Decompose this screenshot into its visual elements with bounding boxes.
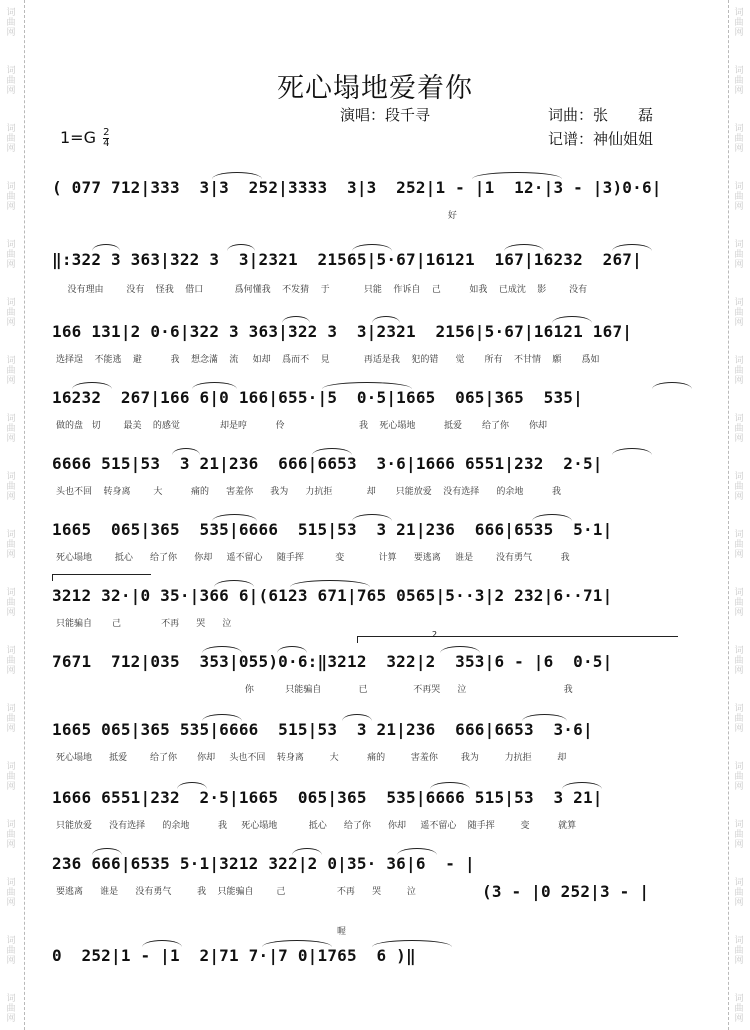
slur bbox=[92, 244, 120, 251]
key-text: 1=G bbox=[60, 128, 96, 147]
notation-line: 1666 6551|232 2·5|1665 065|365 535|6666 515|53 3 21| bbox=[52, 788, 603, 807]
slur bbox=[262, 940, 332, 947]
slur bbox=[372, 316, 400, 323]
notation-line: 0 252|1 - |1 2|71 7·|7 0|1765 6 )‖ bbox=[52, 946, 416, 965]
slur bbox=[562, 782, 602, 789]
slur bbox=[292, 848, 322, 855]
lyric-tail: 喔 bbox=[337, 927, 347, 937]
slur bbox=[372, 940, 452, 947]
notation-line: 1665 065|365 535|6666 515|53 3 21|236 666|6653 3·6| bbox=[52, 720, 593, 739]
watermark-text: 词 曲 网 bbox=[6, 8, 16, 38]
watermark-text: 词 曲 网 bbox=[734, 414, 744, 444]
watermark-text: 词 曲 网 bbox=[734, 356, 744, 386]
lyric-line: 死心塌地 抵心 给了你 你却 遥不留心 随手挥 变 计算 要逃离 谁是 没有勇气 我 bbox=[56, 553, 570, 563]
watermark-text: 词 曲 网 bbox=[734, 472, 744, 502]
watermark-text: 词 曲 网 bbox=[6, 240, 16, 270]
watermark-text: 词 曲 网 bbox=[6, 356, 16, 386]
slur bbox=[652, 382, 692, 389]
transcriber-credit: 记谱：神仙姐姐 bbox=[548, 130, 654, 148]
slur bbox=[172, 448, 200, 455]
lyric-line: 选择逞 不能逃 避 我 想念滿 流 如却 爲而不 見 再适是我 犯的错 觉 所有 不甘情 願 爲如 bbox=[56, 355, 600, 365]
notation-tail: (3 - |0 252|3 - | bbox=[482, 882, 650, 901]
notation-line: 6666 515|53 3 21|236 666|6653 3·6|1666 6551|232 2·5| bbox=[52, 454, 603, 473]
time-signature-bottom: 4 bbox=[103, 138, 110, 149]
slur bbox=[612, 244, 652, 251]
score-row-2 bbox=[52, 250, 692, 295]
watermark-text: 词 曲 网 bbox=[6, 588, 16, 618]
watermark-text: 词 曲 网 bbox=[734, 936, 744, 966]
score-row-6 bbox=[52, 520, 692, 563]
score-row-12 bbox=[52, 946, 692, 965]
score-row-1 bbox=[52, 178, 692, 221]
watermark-text: 词 曲 网 bbox=[6, 472, 16, 502]
slur bbox=[552, 316, 592, 323]
slur bbox=[192, 382, 237, 389]
lyric-line: 头也不回 转身离 大 痛的 害羞你 我为 力抗拒 却 只能放爱 没有选择 的余地 我 bbox=[56, 487, 562, 497]
singer-credit: 演唱：段千寻 bbox=[340, 106, 431, 124]
notation-line: 7671 712|035 353|055)0·6:‖3212 322|2 353|6 - |6 0·5| bbox=[52, 652, 613, 671]
lyric-line: 只能放爱 没有选择 的余地 我 死心塌地 抵心 给了你 你却 遥不留心 随手挥 变 就算 bbox=[56, 821, 577, 831]
watermark-text: 词 曲 网 bbox=[734, 66, 744, 96]
score-row-9 bbox=[52, 720, 692, 763]
slur bbox=[522, 714, 567, 721]
slur bbox=[504, 244, 544, 251]
watermark-text: 词 曲 网 bbox=[734, 298, 744, 328]
slur bbox=[290, 580, 370, 587]
slur bbox=[277, 646, 307, 653]
lyric-line: 你 只能骗自 已 不再哭 泣 我 bbox=[56, 685, 573, 695]
slur bbox=[177, 782, 207, 789]
slur bbox=[212, 514, 257, 521]
slur bbox=[212, 172, 262, 179]
slur bbox=[202, 714, 242, 721]
watermark-text: 词 曲 网 bbox=[6, 182, 16, 212]
lyric-line: 没有理由 没有 怪我 借口 爲何懂我 不发猜 于 只能 作诉自 己 如我 已成沈 影 没有 bbox=[56, 285, 588, 295]
watermark-text: 词 曲 网 bbox=[734, 530, 744, 560]
lyric-line: 好 bbox=[56, 211, 457, 221]
slur bbox=[202, 646, 242, 653]
bracket-line bbox=[52, 574, 151, 581]
watermark-text: 词 曲 网 bbox=[734, 240, 744, 270]
watermark-text: 词 曲 网 bbox=[734, 8, 744, 38]
notation-line: ‖:322 3 363|322 3 3|2321 21565|5·67|16121 167|16232 267| bbox=[52, 250, 642, 269]
watermark-text: 词 曲 网 bbox=[734, 646, 744, 676]
watermark-text: 词 曲 网 bbox=[734, 182, 744, 212]
slur bbox=[72, 382, 112, 389]
slur bbox=[214, 580, 254, 587]
score-row-3 bbox=[52, 322, 692, 365]
lyric-line: 做的盘 切 最美 的感觉 却是哼 伶 我 死心塌地 抵爱 给了你 你却 bbox=[56, 421, 548, 431]
key-signature bbox=[60, 128, 109, 149]
score-row-7 bbox=[52, 586, 692, 629]
slur bbox=[472, 172, 562, 179]
watermark-text: 词 曲 网 bbox=[6, 530, 16, 560]
score-row-10 bbox=[52, 788, 692, 831]
watermark-text: 词 曲 网 bbox=[6, 936, 16, 966]
watermark-text: 词 曲 网 bbox=[6, 646, 16, 676]
score-row-8 bbox=[52, 630, 692, 695]
slur bbox=[322, 382, 412, 389]
lyric-line: 死心塌地 抵爱 给了你 你却 头也不回 转身离 大 痛的 害羞你 我为 力抗拒 却 bbox=[56, 753, 567, 763]
watermark-text: 词 曲 网 bbox=[734, 588, 744, 618]
song-title: 死心塌地爱着你 bbox=[277, 73, 473, 104]
watermark-text: 词 曲 网 bbox=[734, 820, 744, 850]
notation-line: 3212 32·|0 35·|366 6|(6123 671|765 0565|5··3|2 232|6··71| bbox=[52, 586, 613, 605]
volta-label: 2 bbox=[432, 630, 438, 639]
watermark-text: 词 曲 网 bbox=[734, 124, 744, 154]
notation-line: 16232 267|166 6|0 166|655·|5 0·5|1665 065|365 535| bbox=[52, 388, 583, 407]
watermark-text: 词 曲 网 bbox=[6, 994, 16, 1024]
slur bbox=[312, 448, 352, 455]
watermark-text: 词 曲 网 bbox=[6, 124, 16, 154]
slur bbox=[430, 782, 470, 789]
slur bbox=[282, 316, 310, 323]
lyricist-composer-credit: 词曲：张 磊 bbox=[548, 106, 654, 124]
slur bbox=[612, 448, 652, 455]
slur bbox=[352, 514, 392, 521]
watermark-text: 词 曲 网 bbox=[6, 414, 16, 444]
watermark-text: 词 曲 网 bbox=[6, 298, 16, 328]
watermark-text: 词 曲 网 bbox=[734, 762, 744, 792]
watermark-text: 词 曲 网 bbox=[734, 878, 744, 908]
watermark-text: 词 曲 网 bbox=[734, 704, 744, 734]
slur bbox=[440, 646, 480, 653]
time-signature bbox=[103, 128, 109, 149]
slur bbox=[342, 714, 372, 721]
slur bbox=[352, 244, 392, 251]
notation-line: 1665 065|365 535|6666 515|53 3 21|236 666|6535 5·1| bbox=[52, 520, 613, 539]
slur bbox=[532, 514, 572, 521]
score-row-4 bbox=[52, 388, 692, 431]
lyric-line: 要逃离 谁是 没有勇气 我 只能骗自 己 不再 哭 泣 bbox=[56, 887, 416, 897]
watermark-text: 词 曲 网 bbox=[6, 762, 16, 792]
watermark-text: 词 曲 网 bbox=[6, 66, 16, 96]
notation-line: ( 077 712|333 3|3 252|3333 3|3 252|1 - |1 12·|3 - |3)0·6| bbox=[52, 178, 662, 197]
time-signature-top: 2 bbox=[103, 127, 110, 138]
score-header bbox=[0, 0, 750, 170]
watermark-text: 词 曲 网 bbox=[6, 820, 16, 850]
slur bbox=[397, 848, 437, 855]
slur bbox=[92, 848, 122, 855]
notation-line: 236 666|6535 5·1|3212 322|2 0|35· 36|6 - | bbox=[52, 854, 475, 873]
score-row-11 bbox=[52, 854, 692, 937]
score-row-5 bbox=[52, 454, 692, 497]
watermark-text: 词 曲 网 bbox=[6, 878, 16, 908]
watermark-text: 词 曲 网 bbox=[6, 704, 16, 734]
slur bbox=[227, 244, 255, 251]
lyric-line: 只能骗自 己 不再 哭 泣 bbox=[56, 619, 232, 629]
watermark-text: 词 曲 网 bbox=[734, 994, 744, 1024]
volta-bracket bbox=[357, 636, 678, 643]
slur bbox=[142, 940, 182, 947]
notation-line: 166 131|2 0·6|322 3 363|322 3 3|2321 2156|5·67|16121 167| bbox=[52, 322, 633, 341]
